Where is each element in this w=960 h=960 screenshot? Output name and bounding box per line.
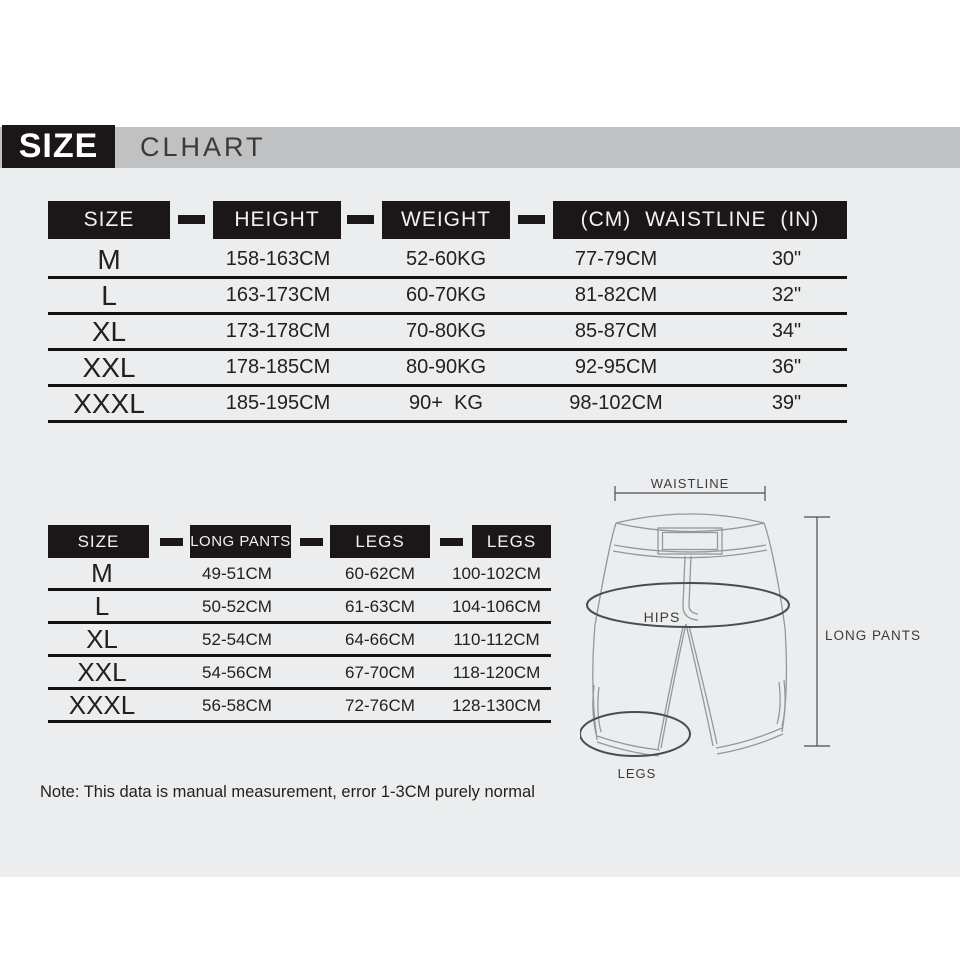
legs-cell: 72-76CM [345, 695, 415, 715]
legs-cell: 64-66CM [345, 629, 415, 649]
legs2-cell: 100-102CM [452, 563, 541, 583]
long-pants-cell: 52-54CM [202, 629, 272, 649]
column-header-long-pants: LONG PANTS [190, 525, 291, 558]
waistline-in-cell: 34" [771, 320, 802, 342]
waistline-cm-cell: 92-95CM [574, 356, 658, 378]
height-cell: 158-163CM [225, 248, 331, 270]
waistline-cm-cell: 98-102CM [569, 392, 663, 414]
column-header-legs-2: LEGS [472, 525, 551, 558]
long-pants-cell: 54-56CM [202, 662, 272, 682]
waistline-in-cell: 32" [771, 284, 802, 306]
long-pants-cell: 49-51CM [202, 563, 272, 583]
header-dash [518, 215, 545, 224]
waistline-in-cell: 30" [771, 248, 802, 270]
pants-table-header [48, 525, 551, 558]
pants-table-rows [48, 558, 551, 723]
header-dash [347, 215, 374, 224]
size-table [48, 201, 847, 423]
long-pants-cell: 56-58CM [202, 695, 272, 715]
table-row [48, 243, 847, 279]
column-header-weight: WEIGHT [382, 201, 510, 239]
column-header-legs: LEGS [330, 525, 430, 558]
weight-cell: 70-80KG [405, 320, 487, 342]
column-header-height: HEIGHT [213, 201, 341, 239]
waistline-in-cell: 39" [771, 392, 802, 414]
header-dash [160, 538, 183, 546]
hips-label: HIPS [643, 609, 681, 625]
size-cell: XXXL [73, 387, 145, 419]
column-header-size: SIZE [48, 525, 149, 558]
shorts-outline [593, 514, 787, 756]
weight-cell: 80-90KG [405, 356, 487, 378]
height-cell: 185-195CM [225, 392, 331, 414]
legs-cell: 67-70CM [345, 662, 415, 682]
table-row [48, 387, 847, 423]
header-dash [440, 538, 463, 546]
size-cell: XL [91, 315, 127, 347]
height-cell: 178-185CM [225, 356, 331, 378]
size-cell: M [97, 243, 121, 275]
table-row [48, 690, 551, 723]
height-cell: 173-178CM [225, 320, 331, 342]
size-badge: SIZE [2, 125, 115, 168]
long-pants-label: LONG PANTS [825, 628, 922, 643]
table-row [48, 657, 551, 690]
header-dash [178, 215, 205, 224]
size-cell: M [91, 558, 113, 588]
waistline-cm-cell: 81-82CM [574, 284, 658, 306]
column-header-waistline: (CM) WAISTLINE (IN) [553, 201, 847, 239]
column-header-size: SIZE [48, 201, 170, 239]
waistline-cm-cell: 85-87CM [574, 320, 658, 342]
measurement-note: Note: This data is manual measurement, error 1-3CM purely normal [40, 783, 535, 801]
header-dash [300, 538, 323, 546]
page-title: CLHART [140, 132, 266, 162]
hips-girth-ellipse [587, 583, 789, 627]
table-row [48, 315, 847, 351]
size-cell: L [101, 279, 117, 311]
legs-label: LEGS [617, 766, 657, 781]
table-row [48, 624, 551, 657]
title-bar [0, 127, 960, 168]
legs-cell: 60-62CM [345, 563, 415, 583]
size-cell: XL [86, 624, 118, 654]
size-table-header [48, 201, 847, 239]
waistline-label: WAISTLINE [650, 476, 730, 491]
legs2-cell: 118-120CM [452, 662, 541, 682]
weight-cell: 60-70KG [405, 284, 487, 306]
waistline-cm-cell: 77-79CM [574, 248, 658, 270]
size-cell: L [94, 591, 110, 621]
legs-cell: 61-63CM [345, 596, 415, 616]
size-cell: XXL [77, 657, 127, 687]
pants-table [48, 525, 551, 723]
waistline-in-cell: 36" [771, 356, 802, 378]
legs2-cell: 110-112CM [453, 629, 540, 649]
size-cell: XXL [82, 351, 136, 383]
shorts-measurement-diagram [580, 460, 960, 790]
weight-cell: 90+ KG [409, 392, 483, 414]
table-row [48, 351, 847, 387]
legs2-cell: 104-106CM [452, 596, 541, 616]
height-cell: 163-173CM [225, 284, 331, 306]
table-row [48, 279, 847, 315]
weight-cell: 52-60KG [405, 248, 487, 270]
size-table-rows [48, 243, 847, 423]
long-pants-cell: 50-52CM [202, 596, 272, 616]
table-row [48, 558, 551, 591]
size-cell: XXXL [68, 690, 136, 720]
legs2-cell: 128-130CM [452, 695, 541, 715]
table-row [48, 591, 551, 624]
